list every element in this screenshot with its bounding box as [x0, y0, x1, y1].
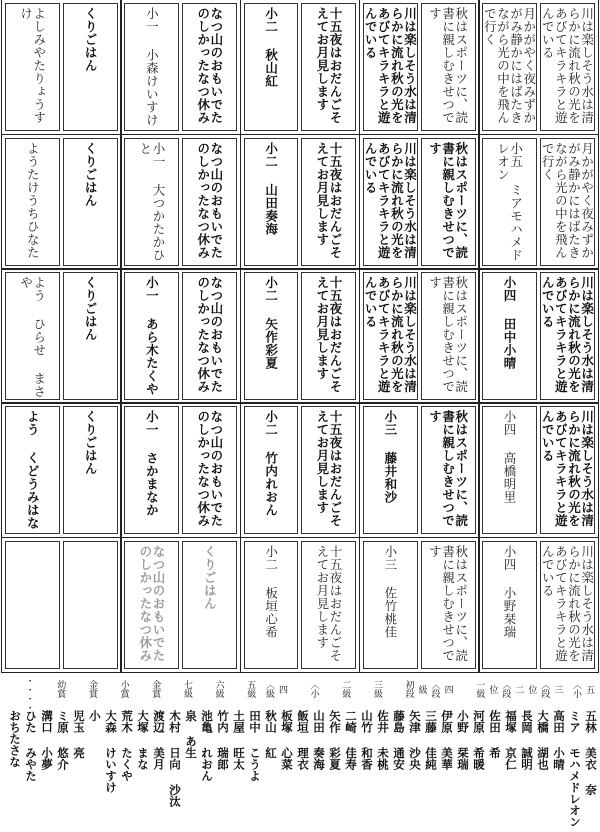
student-name: 山竹 和香: [360, 710, 374, 770]
student-name: 三藤 佳純: [424, 710, 438, 770]
student-name: 伊原 美華: [440, 710, 454, 770]
calligraphy-text: 小二 秋山紅: [263, 7, 279, 88]
student-name: 大塚 まな: [136, 710, 150, 770]
student-name: 藤島 通安: [392, 710, 406, 770]
award-label: ・・・・: [23, 676, 34, 712]
calligraphy-text: ようたけうちひなた: [25, 141, 41, 259]
calligraphy-text: 小四 小野栞瑞: [502, 544, 518, 639]
calligraphy-panel: [240, 134, 361, 270]
calligraphy-text: 小二 矢作彩夏: [263, 276, 279, 370]
student-name: 佐田 希: [488, 710, 502, 759]
student-name: 長岡 誠明: [520, 710, 534, 770]
calligraphy-strip: [5, 406, 60, 534]
award-label: 〈小: [308, 680, 319, 698]
award-label: 三〈段位: [526, 680, 563, 698]
calligraphy-text: なつ山のおもいでたのしかったなつ休み: [195, 7, 224, 125]
calligraphy-panel: [478, 537, 599, 673]
calligraphy-strip: [482, 541, 537, 669]
awards-legend: [0, 676, 600, 832]
calligraphy-strip: [540, 406, 595, 534]
calligraphy-strip: [182, 3, 237, 131]
calligraphy-strip: [124, 406, 179, 534]
calligraphy-strip: [63, 406, 118, 534]
student-name: 佐井 未桃: [376, 710, 390, 770]
award-label: 三級: [371, 680, 382, 698]
calligraphy-panel: [1, 537, 122, 673]
award-label: 四〈級: [263, 680, 287, 698]
calligraphy-panel: [240, 268, 361, 404]
calligraphy-panel: [478, 402, 599, 538]
calligraphy-strip: [5, 272, 60, 400]
calligraphy-text: 小二 板垣心希: [263, 544, 279, 639]
award-label: 初段: [403, 680, 414, 698]
student-name: 矢作 彩夏: [328, 710, 342, 770]
calligraphy-text: 十五夜はおだんごそえてお月見します: [314, 410, 344, 528]
student-name: 福塚 京仁: [504, 710, 518, 770]
calligraphy-panel: [120, 537, 241, 673]
student-name: 田中 こうよ: [248, 710, 262, 782]
award-label: 金賞: [150, 680, 161, 698]
calligraphy-text: 小四 田中小晴: [502, 276, 518, 370]
award-label: 五〈小: [571, 680, 594, 698]
calligraphy-strip: [540, 272, 595, 400]
calligraphy-text: 月かがやく夜みずかがみ静かにはばたきながら光の中を飛んで行く: [540, 141, 595, 259]
calligraphy-text: 小二 竹内れおん: [263, 410, 279, 517]
award-label: 四〈段級: [416, 680, 453, 698]
calligraphy-strip: [363, 3, 418, 131]
calligraphy-panel: [359, 537, 480, 673]
calligraphy-text: くりごはん: [83, 410, 99, 476]
calligraphy-text: 小五 ミアモハメドレオン: [495, 141, 524, 262]
calligraphy-strip: [63, 3, 118, 131]
student-name: 板塚 心菜: [280, 710, 294, 770]
student-name: 児玉 亮: [72, 710, 86, 759]
calligraphy-strip: [244, 541, 299, 669]
calligraphy-strip: [482, 272, 537, 400]
student-name: 大橋 湖也: [536, 710, 550, 770]
calligraphy-strip: [482, 406, 537, 534]
calligraphy-strip: [63, 138, 118, 266]
calligraphy-strip: [421, 541, 476, 669]
calligraphy-text: なつ山のおもいでたのしかったなつ休み: [195, 410, 224, 528]
student-name: 高田 小晴: [552, 710, 566, 770]
student-name: 土屋 旺太: [232, 710, 246, 770]
student-name: 山田 奏海: [312, 710, 326, 770]
calligraphy-text: 川は楽しそう水は清らかに流れ秋の光をあびてキラキラと遊んでいる: [540, 410, 595, 528]
student-name: 飯垣 理衣: [296, 710, 310, 770]
calligraphy-strip: [363, 272, 418, 400]
calligraphy-text: 十五夜はおだんごそえてお月見します: [314, 276, 344, 394]
calligraphy-panel: [1, 134, 122, 270]
award-label: 五級: [245, 680, 256, 698]
calligraphy-text: 十五夜はおだんごそえてお月見します: [314, 7, 344, 125]
calligraphy-text: よう くどうみはな: [25, 410, 41, 530]
student-name: 河原 希暖: [472, 710, 486, 770]
student-name: 荒木 たくや: [120, 710, 134, 782]
calligraphy-text: 秋はスポーツに、読書に親しむきせつです: [427, 276, 469, 394]
calligraphy-text: 小一 あら木たくや: [144, 276, 160, 396]
calligraphy-panel: [240, 402, 361, 538]
calligraphy-strip: [301, 541, 356, 669]
student-name: 二崎 佳寿: [344, 710, 358, 770]
calligraphy-strip: [182, 138, 237, 266]
calligraphy-panel: [359, 0, 480, 135]
award-label: 二〈段位: [487, 680, 524, 698]
calligraphy-strip: [421, 272, 476, 400]
calligraphy-strip: [540, 541, 595, 669]
calligraphy-text: 小二 山田奏海: [263, 141, 279, 236]
calligraphy-strip: [182, 541, 237, 669]
student-name: 大森 けいすけ: [104, 710, 118, 793]
calligraphy-strip: [421, 406, 476, 534]
award-label: 金賞: [86, 680, 97, 698]
award-row: [4, 676, 596, 712]
calligraphy-strip: [301, 406, 356, 534]
calligraphy-text: 川は楽しそう水は清らかに流れ秋の光をあびてキラキラと遊んでいる: [540, 7, 595, 125]
calligraphy-text: 秋はスポーツに、読書に親しむきせつです: [427, 7, 469, 125]
student-name: ひた みやた: [24, 710, 38, 782]
calligraphy-text: 秋はスポーツに、読書に親しむきせつです: [427, 544, 469, 662]
student-name: 五林 美衣 奈: [584, 710, 598, 796]
calligraphy-panel: [1, 268, 122, 404]
calligraphy-strip: [421, 138, 476, 266]
award-label: 一級: [474, 680, 485, 698]
student-name: ミア モハメドレオン: [568, 710, 582, 828]
student-name: おちたさな: [8, 710, 22, 768]
calligraphy-text: 十五夜はおだんごそえてお月見します: [314, 141, 344, 259]
calligraphy-text: よう ひらせ まさや: [18, 276, 47, 399]
student-name: 小: [88, 710, 102, 722]
calligraphy-strip: [63, 272, 118, 400]
calligraphy-text: 小一 さかまなか: [144, 410, 160, 517]
calligraphy-strip: [124, 272, 179, 400]
calligraphy-panel: [359, 268, 480, 404]
calligraphy-strip: [124, 138, 179, 266]
calligraphy-panel: [478, 268, 599, 404]
student-name: 矢津 沙央: [408, 710, 422, 770]
calligraphy-strip: [5, 3, 60, 131]
calligraphy-text: 川は楽しそう水は清らかに流れ秋の光をあびてキラキラと遊んでいる: [363, 141, 418, 259]
calligraphy-text: 川は楽しそう水は清らかに流れ秋の光をあびてキラキラと遊んでいる: [540, 276, 595, 394]
calligraphy-text: くりごはん: [202, 544, 218, 610]
calligraphy-strip: [244, 3, 299, 131]
student-name: 溝口 小夢: [40, 710, 54, 770]
calligraphy-panel: [120, 0, 241, 135]
calligraphy-strip: [421, 3, 476, 131]
calligraphy-text: 小一 小森けいすけ: [144, 7, 160, 127]
calligraphy-strip: [363, 541, 418, 669]
calligraphy-strip: [482, 3, 537, 131]
calligraphy-strip: [124, 3, 179, 131]
calligraphy-strip: [63, 541, 118, 669]
award-label: 幼賞: [55, 680, 66, 698]
calligraphy-strip: [244, 138, 299, 266]
calligraphy-strip: [363, 138, 418, 266]
calligraphy-strip: [5, 541, 60, 669]
award-label: 小賞: [118, 680, 129, 698]
student-name: 泉 あ生: [184, 710, 198, 759]
calligraphy-text: 秋はスポーツに、読書に親しむきせつです: [427, 141, 469, 259]
calligraphy-panel: [359, 402, 480, 538]
calligraphy-panel: [1, 402, 122, 538]
calligraphy-strip: [124, 541, 179, 669]
calligraphy-strip: [301, 138, 356, 266]
calligraphy-strip: [301, 3, 356, 131]
student-name: 秋山 紅: [264, 710, 278, 759]
names-row: [4, 710, 596, 830]
calligraphy-text: くりごはん: [83, 276, 99, 342]
student-name: 渡辺 美月: [152, 710, 166, 770]
calligraphy-text: 月かがやく夜みずかがみ静かにはばたきながら光の中を飛んで行く: [482, 7, 537, 125]
calligraphy-text: くりごはん: [83, 141, 99, 207]
calligraphy-strip: [482, 138, 537, 266]
calligraphy-text: 川は楽しそう水は清らかに流れ秋の光をあびてキラキラと遊んでいる: [540, 544, 595, 662]
calligraphy-text: 小一 大つかたかひと: [137, 141, 166, 262]
calligraphy-strip: [244, 406, 299, 534]
calligraphy-sheet: [2, 0, 598, 672]
student-name: 木村 日向 沙汰: [168, 710, 182, 807]
calligraphy-strip: [540, 3, 595, 131]
student-name: 小野 栞瑞: [456, 710, 470, 770]
calligraphy-text: なつ山のおもいでたのしかったなつ休み: [195, 276, 224, 394]
student-name: 竹内 瑞郎: [216, 710, 230, 770]
calligraphy-text: 川は楽しそう水は清らかに流れ秋の光をあびてキラキラと遊んでいる: [363, 276, 418, 394]
calligraphy-strip: [540, 138, 595, 266]
award-label: 六級: [213, 680, 224, 698]
calligraphy-panel: [1, 0, 122, 135]
calligraphy-panel: [478, 0, 599, 135]
calligraphy-text: よしみやたりょうすけ: [18, 7, 47, 125]
calligraphy-strip: [182, 406, 237, 534]
calligraphy-panel: [120, 134, 241, 270]
calligraphy-text: 小三 佐竹桃佳: [382, 544, 398, 639]
calligraphy-text: 川は楽しそう水は清らかに流れ秋の光をあびてキラキラと遊んでいる: [363, 7, 418, 125]
student-name: 池亀 れおん: [200, 710, 214, 782]
student-name: ミ原 悠介: [56, 710, 70, 770]
calligraphy-strip: [182, 272, 237, 400]
calligraphy-strip: [363, 406, 418, 534]
award-label: 二級: [340, 680, 351, 698]
calligraphy-panel: [120, 402, 241, 538]
calligraphy-strip: [5, 138, 60, 266]
calligraphy-panel: [478, 134, 599, 270]
calligraphy-panel: [120, 268, 241, 404]
calligraphy-text: なつ山のおもいでたのしかったなつ休み: [137, 544, 166, 662]
calligraphy-panel: [359, 134, 480, 270]
calligraphy-panel: [240, 0, 361, 135]
calligraphy-text: なつ山のおもいでたのしかったなつ休み: [195, 141, 224, 259]
calligraphy-panel: [240, 537, 361, 673]
calligraphy-text: 小四 高橋明里: [502, 410, 518, 504]
calligraphy-strip: [244, 272, 299, 400]
calligraphy-text: 十五夜はおだんごそえてお月見します: [314, 544, 344, 662]
calligraphy-text: 秋はスポーツに、読書に親しむきせつです: [427, 410, 469, 528]
calligraphy-text: くりごはん: [83, 7, 99, 73]
award-label: 七級: [181, 680, 192, 698]
calligraphy-text: 小三 藤井和沙: [382, 410, 398, 504]
calligraphy-strip: [301, 272, 356, 400]
